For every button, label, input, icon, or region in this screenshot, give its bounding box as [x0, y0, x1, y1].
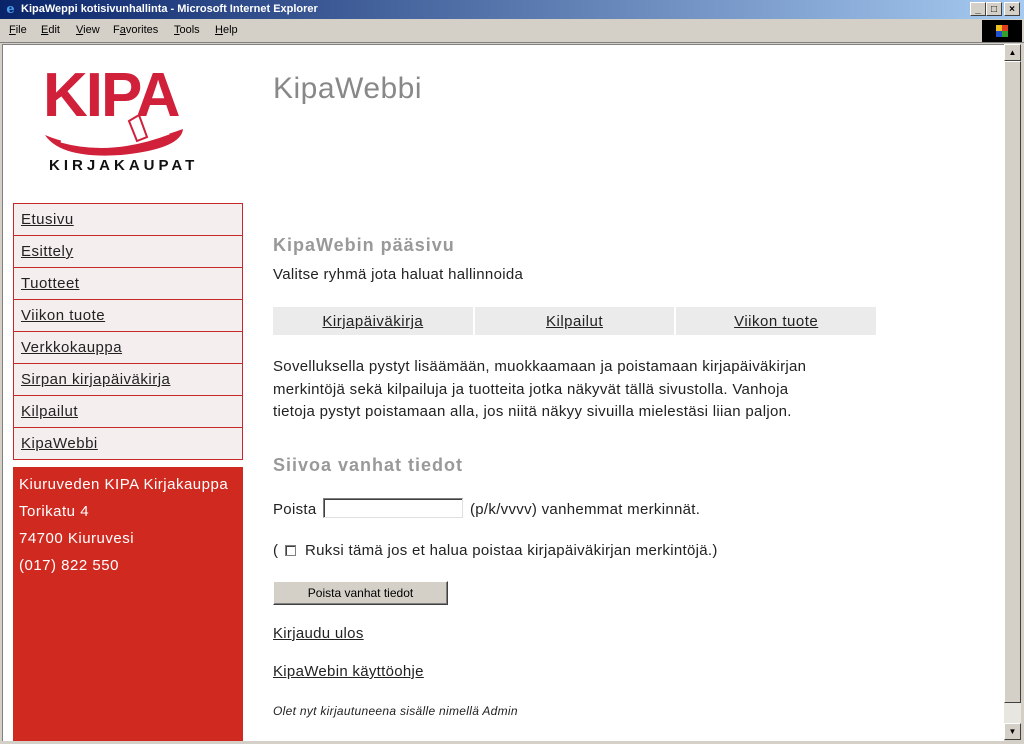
manual-link[interactable]: KipaWebin käyttöohje — [273, 663, 424, 680]
description-line: tietoja pystyt poistamaan alla, jos niitä näkyy sivuilla mielestäsi liian paljon. — [273, 403, 792, 420]
keep-diary-checkbox[interactable] — [285, 545, 296, 556]
store-street: Torikatu 4 — [19, 503, 90, 520]
page-content — [2, 44, 1004, 741]
delete-old-data-button[interactable]: Poista vanhat tiedot — [273, 581, 448, 605]
menu-edit[interactable]: Edit — [41, 24, 60, 36]
logout-link[interactable]: Kirjaudu ulos — [273, 625, 364, 642]
description-line: Sovelluksella pystyt lisäämään, muokkaamaan ja poistamaan kirjapäiväkirjan — [273, 358, 807, 375]
nav-item-etusivu[interactable] — [13, 203, 243, 236]
store-address-panel — [13, 467, 243, 741]
logged-in-note: Olet nyt kirjautuneena sisälle nimellä Admin — [273, 704, 518, 718]
store-name: Kiuruveden KIPA Kirjakauppa — [19, 476, 229, 493]
group-link-kirjapaivakirja[interactable]: Kirjapäiväkirja — [322, 313, 424, 330]
menu-tools[interactable]: Tools — [174, 24, 200, 36]
nav-label: KipaWebbi — [21, 435, 98, 452]
nav-item-kilpailut[interactable] — [13, 396, 243, 428]
maximize-button[interactable]: □ — [986, 2, 1002, 16]
windows-logo-throbber — [982, 20, 1022, 42]
nav-label: Verkkokauppa — [21, 339, 123, 356]
sidebar-nav — [13, 203, 243, 460]
section-heading-main: KipaWebin pääsivu — [273, 235, 455, 255]
kipa-logo[interactable] — [41, 61, 199, 180]
menu-bar — [0, 19, 1024, 43]
group-selector — [273, 307, 876, 335]
nav-label: Etusivu — [21, 211, 74, 228]
section-intro: Valitse ryhmä jota haluat hallinnoida — [273, 266, 524, 283]
vertical-scrollbar[interactable] — [1004, 44, 1021, 740]
section-heading-cleanup: Siivoa vanhat tiedot — [273, 455, 464, 475]
scroll-down-arrow-icon[interactable]: ▼ — [1004, 723, 1021, 740]
title-bar — [0, 0, 1024, 19]
nav-item-kipawebbi[interactable] — [13, 428, 243, 460]
date-input[interactable] — [323, 498, 463, 518]
internet-explorer-icon: e — [6, 2, 15, 17]
scrollbar-thumb[interactable] — [1004, 61, 1021, 703]
store-postal: 74700 Kiuruvesi — [19, 530, 135, 547]
menu-help[interactable]: Help — [215, 24, 238, 36]
nav-item-verkkokauppa[interactable] — [13, 332, 243, 364]
menu-favorites[interactable]: Favorites — [113, 24, 159, 36]
nav-label: Viikon tuote — [21, 307, 106, 324]
group-cell-viikon-tuote[interactable] — [676, 307, 876, 335]
scroll-up-arrow-icon[interactable]: ▲ — [1004, 44, 1021, 61]
nav-label: Esittely — [21, 243, 74, 260]
group-cell-kilpailut[interactable] — [475, 307, 675, 335]
minimize-button[interactable]: _ — [970, 2, 986, 16]
delete-prefix-label: Poista — [273, 501, 317, 518]
description-line: merkintöjä sekä kilpailuja ja tuotteita jotka näkyvät tällä sivustolla. Vanhoja — [273, 381, 789, 398]
delete-suffix-label: (p/k/vvvv) vanhemmat merkinnät. — [470, 501, 701, 518]
group-cell-kirjapaivakirja[interactable] — [273, 307, 473, 335]
nav-item-esittely[interactable] — [13, 236, 243, 268]
logo-brand: KIPA — [43, 61, 179, 130]
nav-label: Sirpan kirjapäiväkirja — [21, 371, 171, 388]
nav-label: Kilpailut — [21, 403, 79, 420]
window-title: KipaWeppi kotisivunhallinta - Microsoft Internet Explorer — [21, 3, 318, 15]
checkbox-open-paren: ( — [273, 542, 279, 559]
windows-logo-icon — [996, 25, 1008, 37]
nav-item-viikon-tuote[interactable] — [13, 300, 243, 332]
store-phone: (017) 822 550 — [19, 557, 119, 574]
logo-tagline: KIRJAKAUPAT — [49, 157, 199, 174]
group-link-kilpailut[interactable]: Kilpailut — [545, 313, 604, 330]
menu-view[interactable]: View — [76, 24, 100, 36]
menu-file[interactable]: File — [9, 24, 27, 36]
nav-item-tuotteet[interactable] — [13, 268, 243, 300]
checkbox-label: Ruksi tämä jos et halua poistaa kirjapäiväkirjan merkintöjä.) — [305, 542, 718, 559]
nav-item-sirpan-kirjapaivakirja[interactable] — [13, 364, 243, 396]
close-button[interactable]: × — [1004, 2, 1020, 16]
nav-label: Tuotteet — [21, 275, 80, 292]
page-title: KipaWebbi — [273, 72, 423, 105]
group-link-viikon-tuote[interactable]: Viikon tuote — [734, 313, 819, 330]
